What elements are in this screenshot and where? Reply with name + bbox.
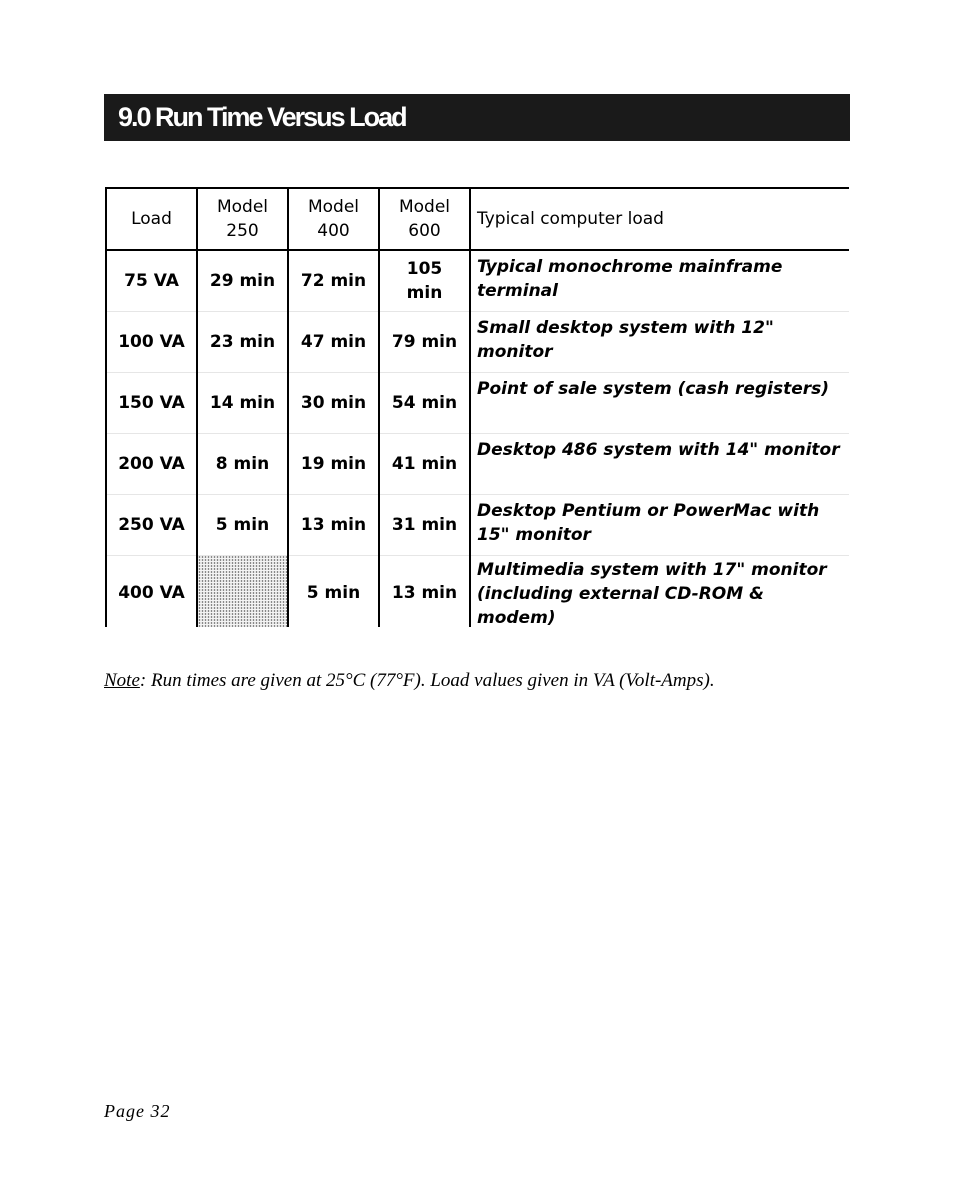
header-model-400 bbox=[288, 188, 379, 250]
footnote-label: Note bbox=[104, 670, 140, 691]
cell-model-400: 30 min bbox=[288, 372, 379, 433]
cell-description: Desktop Pentium or PowerMac with 15" monitor bbox=[470, 494, 849, 555]
cell-load: 100 VA bbox=[106, 311, 197, 372]
header-model-600-line1: Model bbox=[398, 197, 451, 217]
cell-description: Multimedia system with 17" monitor (including external CD-ROM & modem) bbox=[470, 555, 849, 627]
table-row bbox=[106, 433, 849, 494]
cell-load: 250 VA bbox=[106, 494, 197, 555]
runtime-table bbox=[105, 187, 849, 627]
table-row bbox=[106, 250, 849, 311]
cell-model-600: 13 min bbox=[379, 555, 470, 627]
cell-description: Point of sale system (cash registers) bbox=[470, 372, 849, 433]
header-load: Load bbox=[106, 188, 197, 250]
cell-model-250: 29 min bbox=[197, 250, 288, 311]
cell-description: Small desktop system with 12" monitor bbox=[470, 311, 849, 372]
page-number: Page 32 bbox=[104, 1101, 171, 1121]
cell-model-400: 19 min bbox=[288, 433, 379, 494]
cell-description: Typical monochrome mainframe terminal bbox=[470, 250, 849, 311]
cell-model-400: 47 min bbox=[288, 311, 379, 372]
header-model-250 bbox=[197, 188, 288, 250]
cell-model-250-not-applicable bbox=[197, 555, 288, 627]
header-model-250-line1: Model bbox=[216, 197, 269, 217]
cell-model-400: 72 min bbox=[288, 250, 379, 311]
cell-model-600: 31 min bbox=[379, 494, 470, 555]
header-model-600 bbox=[379, 188, 470, 250]
cell-model-400: 5 min bbox=[288, 555, 379, 627]
table-row bbox=[106, 311, 849, 372]
cell-model-600: 79 min bbox=[379, 311, 470, 372]
footnote bbox=[104, 670, 864, 692]
cell-model-600: 41 min bbox=[379, 433, 470, 494]
cell-load: 150 VA bbox=[106, 372, 197, 433]
table-header-row bbox=[106, 188, 849, 250]
cell-model-600: 105 min bbox=[379, 250, 470, 311]
header-description: Typical computer load bbox=[470, 188, 849, 250]
cell-model-400: 13 min bbox=[288, 494, 379, 555]
header-model-400-line1: Model bbox=[307, 197, 360, 217]
cell-model-250: 23 min bbox=[197, 311, 288, 372]
table-row bbox=[106, 494, 849, 555]
section-title: 9.0 Run Time Versus Load bbox=[118, 102, 406, 132]
cell-description: Desktop 486 system with 14" monitor bbox=[470, 433, 849, 494]
table-row bbox=[106, 372, 849, 433]
footnote-text: : Run times are given at 25°C (77°F). Load values given in VA (Volt-Amps). bbox=[139, 670, 715, 691]
section-title-bar bbox=[104, 94, 850, 141]
cell-load: 75 VA bbox=[106, 250, 197, 311]
cell-model-250: 14 min bbox=[197, 372, 288, 433]
table-row bbox=[106, 555, 849, 627]
header-model-600-line2: 600 bbox=[408, 221, 441, 241]
runtime-table-container bbox=[105, 187, 849, 627]
cell-load: 200 VA bbox=[106, 433, 197, 494]
cell-model-250: 8 min bbox=[197, 433, 288, 494]
cell-load: 400 VA bbox=[106, 555, 197, 627]
cell-model-600: 54 min bbox=[379, 372, 470, 433]
cell-model-250: 5 min bbox=[197, 494, 288, 555]
header-model-250-line2: 250 bbox=[226, 221, 259, 241]
header-model-400-line2: 400 bbox=[317, 221, 350, 241]
